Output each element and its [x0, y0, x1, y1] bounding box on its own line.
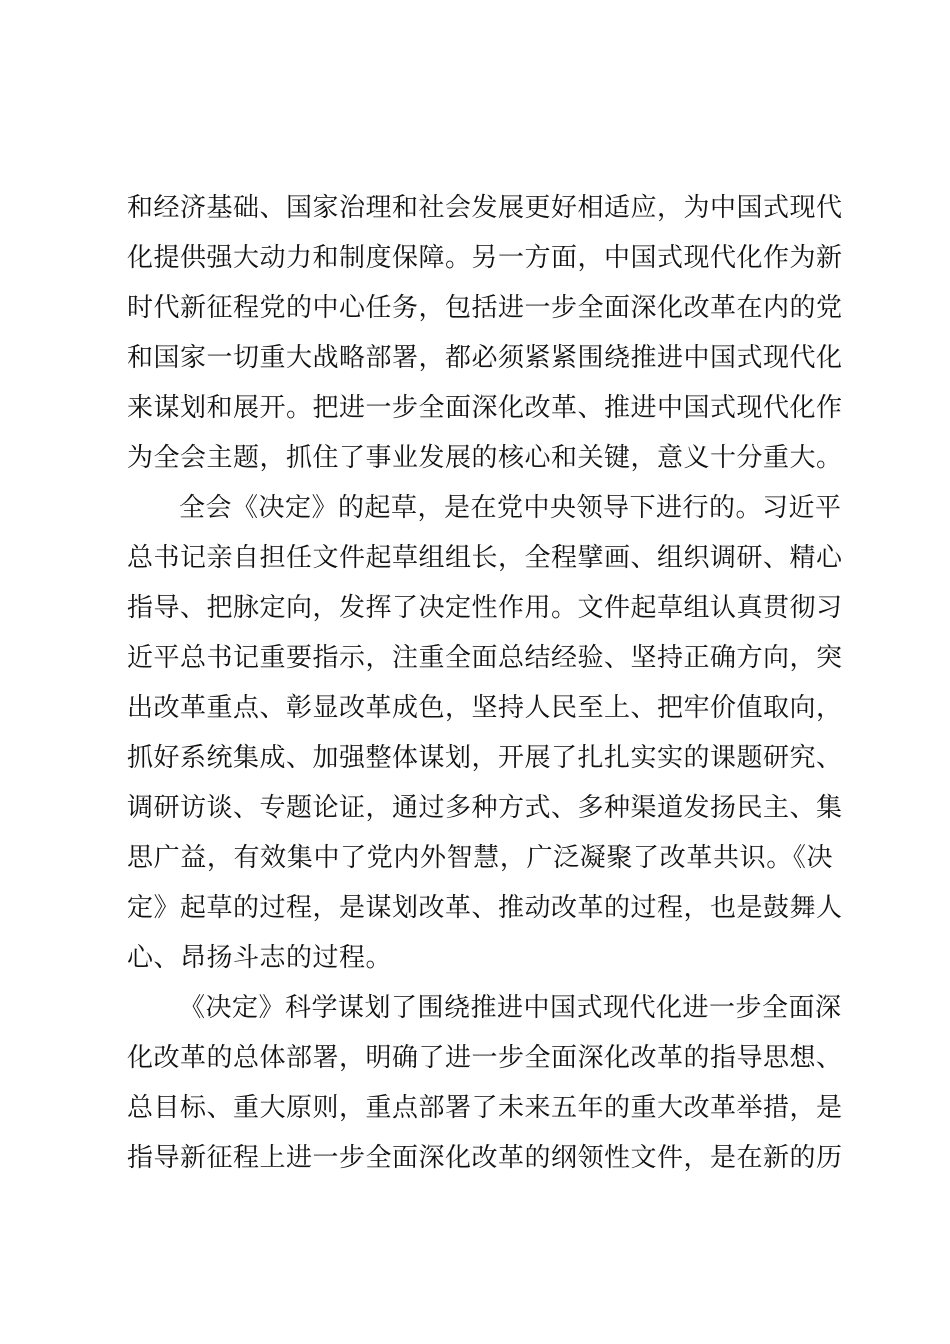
text-line: 定》起草的过程，是谋划改革、推动改革的过程，也是鼓舞人: [127, 893, 843, 923]
text-line: 和国家一切重大战略部署，都必须紧紧围绕推进中国式现代化: [127, 343, 843, 373]
text-line: 指导、把脉定向，发挥了决定性作用。文件起草组认真贯彻习: [127, 593, 843, 623]
text-line: 调研访谈、专题论证，通过多种方式、多种渠道发扬民主、集: [127, 793, 843, 823]
paragraph-3: [127, 983, 843, 1183]
text-line: 为全会主题，抓住了事业发展的核心和关键，意义十分重大。: [127, 443, 843, 473]
text-line: 近平总书记重要指示，注重全面总结经验、坚持正确方向，突: [127, 643, 843, 673]
text-line: 全会《决定》的起草，是在党中央领导下进行的。习近平: [179, 493, 842, 523]
text-line: 出改革重点、彰显改革成色，坚持人民至上、把牢价值取向，: [127, 693, 843, 723]
text-line: 化改革的总体部署，明确了进一步全面深化改革的指导思想、: [127, 1043, 843, 1073]
text-line: 总目标、重大原则，重点部署了未来五年的重大改革举措，是: [127, 1093, 843, 1123]
text-line: 抓好系统集成、加强整体谋划，开展了扎扎实实的课题研究、: [127, 743, 843, 773]
text-line: 《决定》科学谋划了围绕推进中国式现代化进一步全面深: [179, 993, 842, 1023]
document-body: [127, 183, 843, 1183]
text-line: 指导新征程上进一步全面深化改革的纲领性文件，是在新的历: [127, 1143, 843, 1173]
text-line: 来谋划和展开。把进一步全面深化改革、推进中国式现代化作: [127, 393, 843, 423]
text-line: 心、昂扬斗志的过程。: [127, 943, 393, 973]
text-line: 时代新征程党的中心任务，包括进一步全面深化改革在内的党: [127, 293, 843, 323]
text-line: 思广益，有效集中了党内外智慧，广泛凝聚了改革共识。《决: [127, 843, 833, 873]
paragraph-2: [127, 483, 843, 983]
paragraph-1: [127, 183, 843, 483]
text-line: 化提供强大动力和制度保障。另一方面，中国式现代化作为新: [127, 243, 843, 273]
text-line: 总书记亲自担任文件起草组组长，全程擘画、组织调研、精心: [127, 543, 843, 573]
text-line: 和经济基础、国家治理和社会发展更好相适应，为中国式现代: [127, 193, 843, 223]
